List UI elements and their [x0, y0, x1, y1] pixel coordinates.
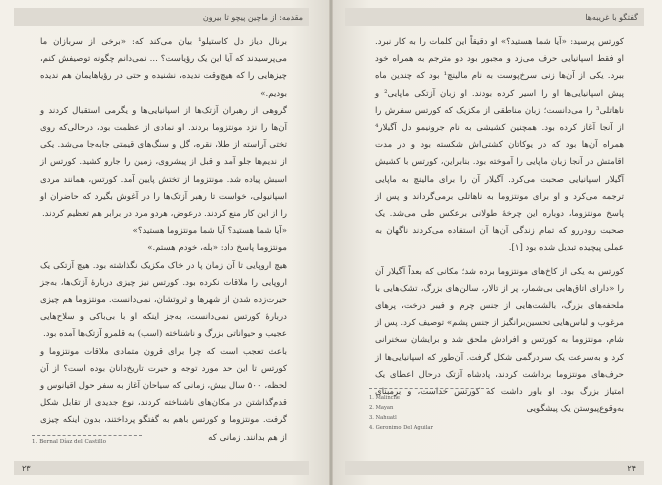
right-paragraph-1: کورتس پرسید: «آیا شما هستید؟» او دقیقاً این کلمات را به کار نبرد. او فقط اسپانیایی حرف می‌زد و مجبور بود دو مترجم به همراه خود ببرد. یکی از آن‌ها زنی سرخ‌پوست به نام مالینچ¹ بود که چندین ماه پیش اسپانیایی‌ها او را اسیر کرده بودند. او زبان آزتکی ماپایی² و ناهاتلی³ را می‌دانست؛ زبان مناطقی از مکزیک که کورتس سفرش را از آنجا آغاز کرده بود. همچنین کشیشی به نام جرونیمو دل آگیلار⁴ همراه آن‌ها بود که در یوکاتان کشتی‌اش شکسته بود و در مدت اقامتش در آنجا زبان ماپایی را آموخته بود. بنابراین، کورتس با کشیش آگیلار اسپانیایی صحبت می‌کرد. آگیلار آن را برای مالینچ به ماپایی ترجمه می‌کرد و او برای مونتزوما به ناهاتلی برمی‌گرداند و پس از پاسخ مونتزوما، دوباره این چرخهٔ طولانی برعکس طی می‌شد. یک صحبت رودررو که تمام زندگی آن‌ها آن استفاده می‌کردند ناگهان به عملی پیچیده تبدیل شده بود [۱]. [375, 37, 624, 254]
right-page [331, 0, 662, 485]
left-quote-1: «آیا شما هستید؟ آیا شما مونتزوما هستید؟» [132, 226, 287, 237]
book-gutter [329, 0, 333, 485]
right-body-text [375, 34, 624, 418]
left-body-text [40, 34, 287, 447]
left-paragraph-2: گروهی از رهبران آزتک‌ها از اسپانیایی‌ها و یگرمی استقبال کردند و آن‌ها را نزد مونتزوما بردند. او نمادی از عظمت بود، درحالی‌که روی تختی آراسته از طلا، نقره، گل و سنگ‌های قیمتی جابه‌جا می‌شد. یکی از ندیم‌ها جلو آمد و قبل از پیشروی، زمین را جارو کشید. کورتس از اسبش پیاده شد. مونتزوما از تختش پایین آمد. کورتس، همانند مردی اسپانیولی، خواست تا رهبر آزتک‌ها را در آغوش بگیرد که حاضران او را از این کار منع کردند. درعوض، هردو مرد در برابر هم تعظیم کردند. [40, 105, 287, 220]
right-running-header [345, 8, 644, 26]
right-page-number [345, 461, 644, 475]
left-footnotes [32, 435, 152, 445]
right-footnote-rule [369, 388, 489, 389]
left-page-number-text: ۲۳ [22, 463, 31, 473]
right-footnote-4: 4. Geronimo Del Aguilar [369, 425, 433, 431]
right-page-number-text: ۲۴ [627, 463, 636, 473]
right-footnote-3: 3. Nahuatl [369, 415, 397, 421]
left-paragraph-3: هیچ اروپایی تا آن زمان پا در خاک مکزیک نگذاشته بود. هیچ آزتکی یک اروپایی را ملاقات نکرده بود. کورتس نیز چیزی دربارهٔ آزتک‌ها، به‌جز حیرت‌زده شدن از شهرها و ثروتشان، نمی‌دانست. مونتزوما هم چیزی دربارهٔ کورتس نمی‌دانست، به‌جز اینکه او با بی‌باکی و سلاح‌هایی عجیب و حیواناتی بزرگ و ناشناخته (اسب) به قلمرو آزتک‌ها آمده بود. [40, 260, 287, 340]
right-footnotes [369, 388, 499, 433]
right-footnote-1: 1. Malinche [369, 395, 400, 401]
left-header-title: مقدمه: از ماچین پیچو تا بیرون [202, 12, 303, 22]
left-quote-2: مونتزوما پاسخ داد: «بله، خودم هستم.» [147, 243, 287, 254]
right-header-title: گفتگو با غریبه‌ها [585, 12, 638, 22]
right-paragraph-2: کورتس به یکی از کاخ‌های مونتزوما برده شد؛ مکانی که بعداً آگیلار آن را «دارای اتاق‌هایی بی‌شمار، پر از تالار، سالن‌های بزرگ، تشک‌هایی با ملحفه‌های بزرگ، بالشت‌هایی از جنس چرم و فیبر درخت، پرهای مرغوب و لباس‌هایی تحسین‌برانگیز از جنس پشم» توصیف کرد. پس از شام، مونتزوما به کورتس و افرادش ملحق شد و برایشان سخنرانی کرد و به‌سرعت یک سردرگمی شکل گرفت. آن‌طور که اسپانیایی‌ها از حرف‌های مونتزوما برداشت کردند، پادشاه آزتک درحال اعطای یک امتیاز بزرگ بود. او باور داشت که کورتس خداست، و برمبنای به‌وقوع‌پیوستن یک پیشگویی [375, 266, 624, 415]
left-footnote-1: 1. Bernal Díaz del Castillo [32, 439, 106, 445]
left-running-header [14, 8, 309, 26]
left-footnote-rule [32, 435, 142, 436]
left-paragraph-1: برنال دیاز دل کاستیلو¹ بیان می‌کند که: «برخی از سربازان ما می‌پرسیدند که آیا این یک رؤیاست؟ ... نمی‌دانم چگونه توصیفش کنم، چیزهایی را که هیچ‌وقت ندیده، نشنیده و حتی در رؤیاهایمان هم ندیده بودیم.» [40, 37, 287, 99]
left-page-number [14, 461, 309, 475]
right-footnote-2: 2. Mayan [369, 405, 394, 411]
left-paragraph-4: باعث تعجب است که چرا برای قرون متمادی ملاقات مونتزوما و کورتس تا این حد مورد توجه و حیرت تاریخ‌دانان بوده است؟ از آن لحظه، ۵۰۰ سال بیش، زمانی که سیاحان آغاز به سفر حول اقیانوس و قدم‌گذاشتن در مکان‌های ناشناخته کردند، نوع جدیدی از تقابل شکل گرفت. مونتزوما و کورتس باهم به گفتگو پرداختند، بدون اینکه چیزی از هم بدانند. زمانی که [40, 346, 287, 443]
